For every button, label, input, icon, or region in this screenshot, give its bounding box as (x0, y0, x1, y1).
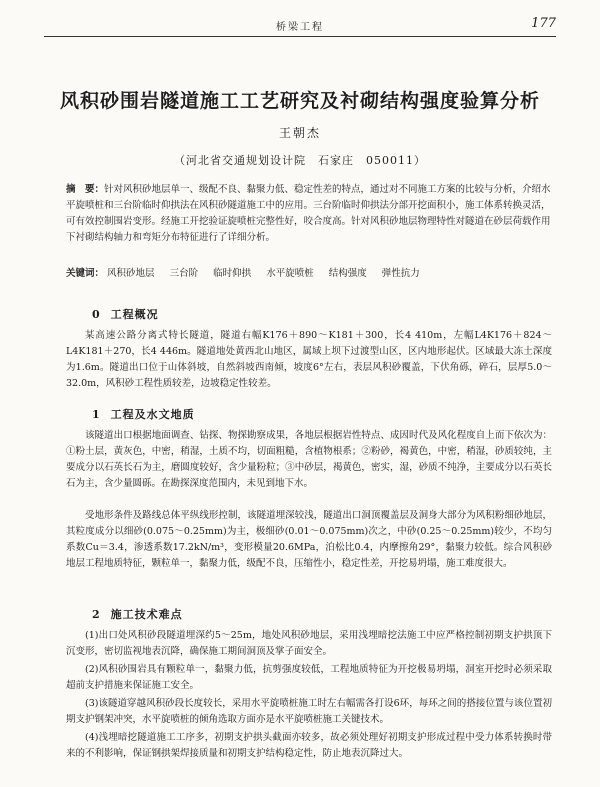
keywords-label: 关键词： (66, 268, 105, 279)
keywords (66, 266, 552, 282)
section-number: 2 (92, 608, 101, 621)
keyword: 临时仰拱 (213, 268, 252, 279)
affiliation: （河北省交通规划设计院 石家庄 050011） (174, 154, 426, 167)
section-heading-0 (92, 306, 159, 322)
paragraph: 受地形条件及路线总体平纵线形控制，该隧道埋深较浅，隧道出口洞顶覆盖层及洞身大部分为风积粉细砂地层，其粒度成分以细砂(0.075～0.25mm)为主，极细砂(0.01～0.075mm)次之，中砂(0.25～0.25mm)较少，不均匀系数Cu＝3.4，渗透系数17.2kN/m³，变形模量20.6MPa，泊松比0.4，内摩擦角29°，黏聚力较低。综合风积砂地层工程地质特征，颗粒单一，黏聚力低，级配不良，压缩性小，稳定性差，开挖易坍塌，施工难度很大。 (66, 510, 552, 569)
keyword: 弹性抗力 (381, 268, 420, 279)
abstract (66, 182, 552, 246)
section-number: 1 (92, 408, 101, 421)
keyword: 风积砂地层 (107, 268, 155, 279)
paragraph: 该隧道出口根据地面调查、钻探、物探勘察成果，各地层根据岩性特点、成因时代及风化程度自上而下依次为：①粉土层，黄灰色，中密，稍湿，土质不均，切面粗糙，含植物根系；②粉砂，褐黄色，中密，稍湿，砂质较纯，主要成分以石英长石为主，磨圆度较好，含少量粉粒；③中砂层，褐黄色，密实，湿，砂质不纯净，主要成分以石英长石为主，含少量圆砾。在勘探深度范围内，未见到地下水。 (66, 430, 552, 489)
paragraph: (4)浅埋暗挖隧道施工工序多，初期支护拱头截面亦较多，故必须处理好初期支护形成过程中受力体系转换时带来的不利影响，保证钢拱架焊接质量和初期支护结构稳定性，防止地表沉降过大。 (66, 732, 552, 759)
paragraph: (3)该隧道穿越风积砂段长度较长，采用水平旋喷桩施工时左右幅需各打设6环，每环之间的搭接位置与该位置初期支护钢架冲突，水平旋喷桩的倾角选取方面亦是水平旋喷桩施工关键技术。 (66, 698, 552, 725)
paragraph: 某高速公路分离式特长隧道，隧道右幅K176＋890～K181＋300，长4 410m，左幅L4K176＋824～L4K181＋270，长4 446m。隧道地处黄西北山地区，属域上坝下过渡型山区，区内地形起伏。区域最大冻土深度为1.6m。隧道出口位于山体斜坡，自然斜坡西南倾，坡度6°左右，表层风积砂覆盖，下伏角砾，碎石，层厚5.0～32.0m，风积砂工程性质较差，边坡稳定性较差。 (66, 330, 552, 389)
section-title: 施工技术难点 (110, 608, 183, 621)
author: 王朝杰 (278, 126, 321, 140)
paragraph: (2)风积砂围岩具有颗粒单一，黏聚力低，抗剪强度较低，工程地质特征为开挖极易坍塌，洞室开挖时必须采取超前支护措施来保证施工安全。 (66, 664, 552, 691)
keyword: 三台阶 (169, 268, 199, 279)
section-title: 工程及水文地质 (110, 408, 195, 421)
page-number: 177 (531, 16, 556, 31)
section-heading-2 (92, 606, 183, 622)
paper-title: 风积砂围岩隧道施工工艺研究及衬砌结构强度验算分析 (59, 90, 540, 112)
abstract-label: 摘 要： (66, 184, 105, 195)
keyword: 结构强度 (328, 268, 367, 279)
running-head (44, 16, 556, 37)
journal-name: 桥梁工程 (276, 22, 324, 33)
paragraph: (1)出口处风积砂段隧道埋深约5～25m，地处风积砂地层，采用浅埋暗挖法施工中应严格控制初期支护拱顶下沉变形，密切监视地表沉降，确保施工期间洞顶及掌子面安全。 (66, 630, 552, 657)
keyword: 水平旋喷桩 (266, 268, 314, 279)
section-title: 工程概况 (110, 308, 159, 321)
section-number: 0 (92, 308, 101, 321)
section-heading-1 (92, 406, 195, 422)
abstract-text: 针对风积砂地层单一、级配不良、黏聚力低、稳定性差的特点，通过对不同施工方案的比较与分析，介绍水平旋喷桩和三台阶临时仰拱法在风积砂隧道施工中的应用。三台阶临时仰拱法分部开挖面积小，施工体系转换灵活，可有效控制围岩变形。经施工开挖验证旋喷桩完整性好，咬合度高。针对风积砂地层物理特性对隧道在砂层荷载作用下衬砌结构轴力和弯矩分布特征进行了详细分析。 (66, 184, 551, 243)
